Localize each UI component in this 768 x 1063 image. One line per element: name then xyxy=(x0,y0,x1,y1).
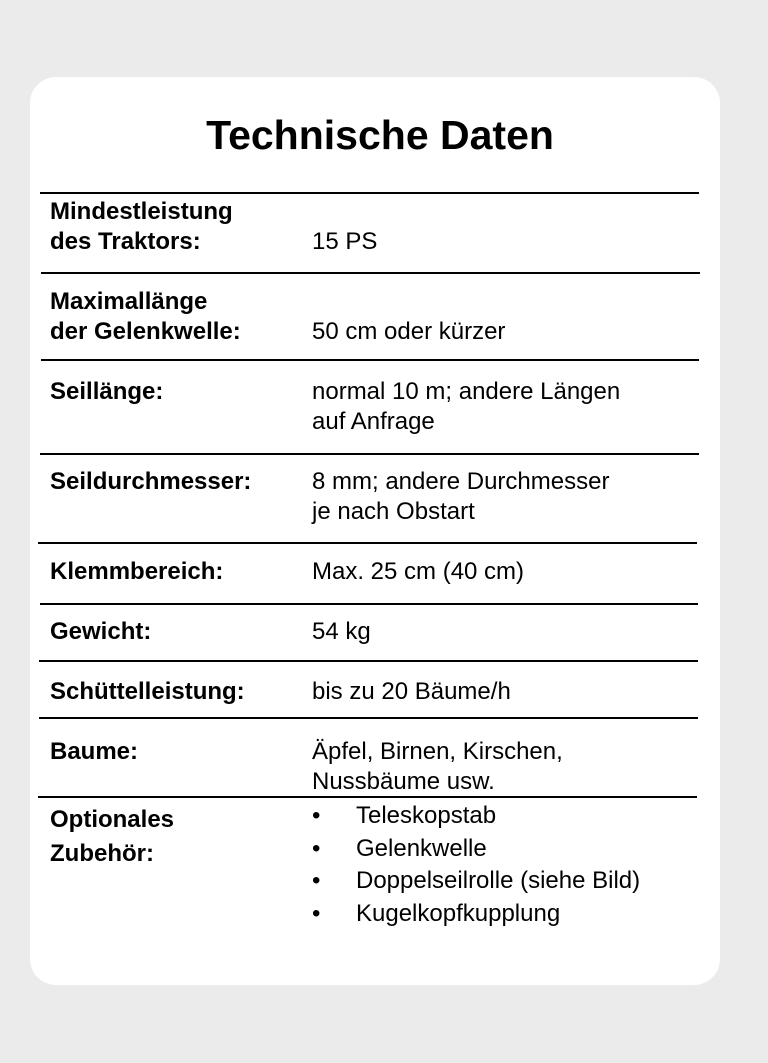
spec-value-mindestleistung: 15 PS xyxy=(312,228,378,255)
list-item xyxy=(312,898,640,931)
accessory-item: Kugelkopfkupplung xyxy=(356,899,561,927)
bullet-icon: • xyxy=(312,867,321,894)
spec-label-gewicht: Gewicht: xyxy=(50,618,152,645)
accessory-item: Doppelseilrolle (siehe Bild) xyxy=(356,867,641,894)
spec-value-seillaenge: normal 10 m; andere Längen auf Anfrage xyxy=(312,378,621,435)
bullet-icon: • xyxy=(312,834,321,862)
table-divider xyxy=(40,603,698,605)
accessory-item: Teleskopstab xyxy=(356,802,497,829)
bullet-icon: • xyxy=(312,802,321,829)
table-divider xyxy=(40,192,699,194)
bullet-icon: • xyxy=(312,899,321,927)
spec-label-seildurchmesser: Seildurchmesser: xyxy=(50,468,252,495)
table-divider xyxy=(40,453,699,455)
table-divider xyxy=(39,717,698,719)
spec-label-seillaenge: Seillänge: xyxy=(50,378,164,405)
spec-value-klemmbereich: Max. 25 cm (40 cm) xyxy=(312,558,525,585)
spec-value-baume: Äpfel, Birnen, Kirschen, Nussbäume usw. xyxy=(312,738,563,795)
table-divider xyxy=(41,359,699,361)
accessory-list xyxy=(312,800,640,930)
table-divider xyxy=(39,660,698,662)
spec-label-klemmbereich: Klemmbereich: xyxy=(50,558,224,585)
spec-label-gelenkwelle: Maximallänge der Gelenkwelle: xyxy=(50,288,241,345)
list-item xyxy=(312,865,640,898)
spec-label-baume: Baume: xyxy=(50,738,139,765)
spec-label-zubehoer: Optionales Zubehör: xyxy=(50,806,175,867)
accessory-item: Gelenkwelle xyxy=(356,834,487,862)
list-item xyxy=(312,833,640,866)
spec-value-gewicht: 54 kg xyxy=(312,618,371,645)
list-item xyxy=(312,800,640,833)
spec-label-mindestleistung: Mindestleistung des Traktors: xyxy=(50,198,233,255)
spec-value-seildurchmesser: 8 mm; andere Durchmesser je nach Obstart xyxy=(312,468,610,525)
spec-value-gelenkwelle: 50 cm oder kürzer xyxy=(312,318,506,345)
spec-label-schuettelleistung: Schüttelleistung: xyxy=(50,678,245,705)
table-divider xyxy=(41,272,700,274)
page-title: Technische Daten xyxy=(206,112,554,158)
table-divider xyxy=(38,542,697,544)
spec-value-schuettelleistung: bis zu 20 Bäume/h xyxy=(312,678,511,705)
